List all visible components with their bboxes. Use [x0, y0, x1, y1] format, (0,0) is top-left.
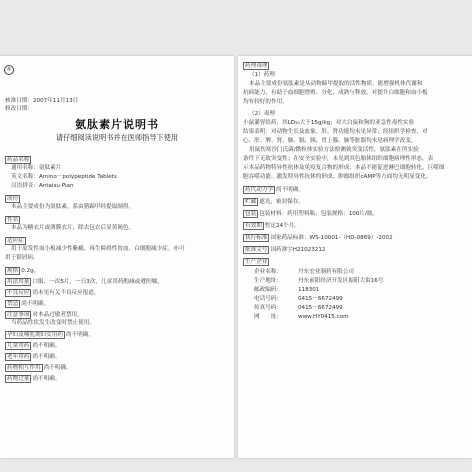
mfr-fax [254, 305, 343, 312]
toxicity-subhead: （2）毒理 [249, 111, 275, 117]
mfr-label: 生产地址： [254, 278, 282, 284]
english-name: 英文名称：Amino－polypeptide Tablets [11, 174, 117, 180]
section-head: 药代动力学 [245, 187, 273, 193]
section-name [5, 156, 32, 164]
elderly-text: 尚不明确。 [32, 354, 61, 360]
section-head: 适应症 [7, 238, 24, 244]
section-interactions [5, 364, 72, 372]
character-text: 本品为糖衣片或薄膜衣片，除去包衣后显黄褐色。 [11, 225, 135, 231]
toxicity-text-4: 用鼠伤寒沙门氏菌/微粒体实验方法检测致突变活性，氨肽素在所实验 [249, 147, 419, 153]
section-validity [243, 222, 300, 230]
section-head: 成份 [7, 196, 19, 202]
section-usage [5, 278, 163, 286]
mfr-value: 丹东宏业制药有限公司 [298, 269, 354, 275]
section-head: 用法用量 [7, 279, 30, 285]
pinyin-name: 汉语拼音：Antaisu Pian [11, 183, 74, 189]
leaflet-right-page [238, 56, 472, 458]
section-contra [5, 300, 49, 308]
toxicity-text-5: 条件下无致突变性；在安全实验中，未见到其色胎体组织细胞病理性形态，表 [243, 156, 434, 162]
approval-date: 核准日期：2007年11月13日 [5, 98, 79, 104]
section-head: 性状 [7, 217, 19, 223]
standard-text: 国家药品标准：WS-10001-（HD-0869）-2002 [270, 235, 393, 241]
section-children [5, 342, 60, 350]
section-standard [243, 234, 393, 242]
approval-text: 国药准字H21023212 [270, 247, 326, 253]
pharmacology-text-3: 均有较好的作用。 [243, 99, 288, 105]
section-character [5, 216, 21, 224]
toxicity-text-2: 结果表明：对动物生长及血象、肝、肾功能均未见异常；经组织学检查，对 [243, 129, 428, 135]
leaflet-title: 氨肽素片说明书 [75, 118, 159, 131]
mfr-address [254, 278, 383, 285]
mfr-value: 0415－6672499 [298, 296, 343, 302]
toxicity-text-1: 小鼠灌胃给药，其LD₅₀大于15g/kg；对大白鼠和狗的亚急性毒性实验 [243, 120, 415, 126]
adverse-text: 尚未见有关不良反应报道。 [32, 290, 100, 296]
interactions-text: 尚不明确。 [43, 365, 72, 371]
section-toxicology [243, 62, 270, 70]
section-head: 不良反应 [7, 290, 30, 296]
section-head: 批准文号 [245, 247, 268, 253]
mfr-website [254, 314, 349, 321]
section-head: 禁忌 [7, 301, 19, 307]
mfr-value: www.HY0415.com [298, 314, 349, 320]
section-ingredients [5, 195, 21, 203]
section-pregnancy [5, 331, 94, 339]
section-elderly [5, 353, 60, 361]
pharmacology-subhead: （1）药理 [249, 72, 275, 78]
mfr-label: 传真号码： [254, 305, 282, 311]
company-logo-icon: ® [4, 65, 14, 75]
section-adverse [5, 289, 100, 297]
spec-text: 0.2g。 [21, 268, 40, 274]
mfr-name [254, 269, 354, 276]
section-head: 孕妇及哺乳期妇女用药 [7, 332, 63, 338]
mfr-label: 邮政编码： [254, 287, 282, 293]
contra-text: 尚不明确。 [21, 301, 50, 307]
toxicity-text-6: 示本品药物特异性抗体及免疫复合物的形成；本品不能促进淋巴细胞转化、巨噬细 [243, 165, 445, 171]
toxicity-text-7: 胞吞噬功能、激发特异性抗体的形成、肿瘤组织cAMP等方面均无明显变化。 [243, 174, 432, 180]
toxicity-text-3: 心、肝、脾、肾、肺、膈、胰、胃上腺、脑等脏器均未见病理学改变。 [243, 138, 417, 144]
section-head: 注意事项 [7, 312, 30, 318]
section-head: 规格 [7, 268, 19, 274]
overdose-text: 尚不明确。 [32, 376, 61, 382]
section-head: 儿童用药 [7, 343, 30, 349]
section-overdose [5, 375, 60, 383]
section-head: 药理毒理 [245, 63, 268, 69]
mfr-value: 丹东前阳经济开发区振阳大街16号 [298, 278, 384, 284]
indications-text-cont: 用于银屑病。 [5, 255, 39, 261]
section-pk [243, 186, 304, 194]
mfr-label: 企业名称： [254, 269, 282, 275]
mfr-label: 网 址： [254, 314, 282, 320]
section-approval [243, 246, 325, 254]
validity-text: 暂定24个月。 [264, 223, 300, 229]
pharmacology-text: 本品主要成份氨肽素是从动物蹄甲提取的活性物质，能增强机体代谢和 [249, 81, 423, 87]
mfr-label: 电话号码： [254, 296, 282, 302]
pharmacology-text-2: 抗病能力，有助于血细胞增殖、分化、成熟与释放，对提升白细胞和血小板 [243, 90, 428, 96]
storage-text: 遮光，密封保存。 [259, 199, 304, 205]
pregnancy-text: 尚不明确。 [65, 332, 94, 338]
ingredients-text: 本品主要成份为氨肽素，系由猪蹄甲经提取制得。 [11, 204, 135, 210]
generic-name: 通用名称：氨肽素片 [11, 165, 62, 171]
section-package [243, 210, 378, 218]
leaflet-left-page [0, 56, 234, 458]
section-spec [5, 267, 39, 275]
section-head: 药物过量 [7, 376, 30, 382]
section-head: 有效期 [245, 223, 262, 229]
section-head: 执行标准 [245, 235, 268, 241]
revision-date: 修改日期： [5, 106, 33, 112]
section-precautions [5, 311, 83, 319]
mfr-postcode [254, 287, 319, 294]
section-head: 包装 [245, 211, 257, 217]
children-text: 尚不明确。 [32, 343, 61, 349]
package-text: 包装材料：药用塑料瓶；包装规格：100片/瓶。 [259, 211, 379, 217]
mfr-value: 0415－6672499 [298, 305, 343, 311]
precautions-text: 对本品过敏者禁用。 [32, 312, 83, 318]
section-manufacturer [243, 258, 270, 266]
section-head: 贮藏 [245, 199, 257, 205]
leaflet-subtitle: 请仔细阅读说明书并在医师指导下使用 [55, 133, 179, 142]
indications-text: 用于原发性血小板减少性紫癜、再生障碍性贫血、白细胞减少症。亦可 [11, 246, 185, 252]
section-storage [243, 198, 304, 206]
usage-text: 口服，一次5片，一日3次，儿童用药酌减或遵医嘱。 [32, 279, 163, 285]
mfr-value: 118301 [298, 287, 320, 293]
section-head: 生产企业 [245, 259, 268, 265]
mfr-phone [254, 296, 343, 303]
section-indications [5, 237, 27, 245]
section-head: 老年用药 [7, 354, 30, 360]
section-head: 药品名称 [7, 157, 30, 163]
pk-text: 尚不明确。 [275, 187, 304, 193]
section-head: 药物相互作用 [7, 365, 41, 371]
precautions-text-cont: 当药品性状发生改变时禁止使用。 [11, 320, 95, 326]
